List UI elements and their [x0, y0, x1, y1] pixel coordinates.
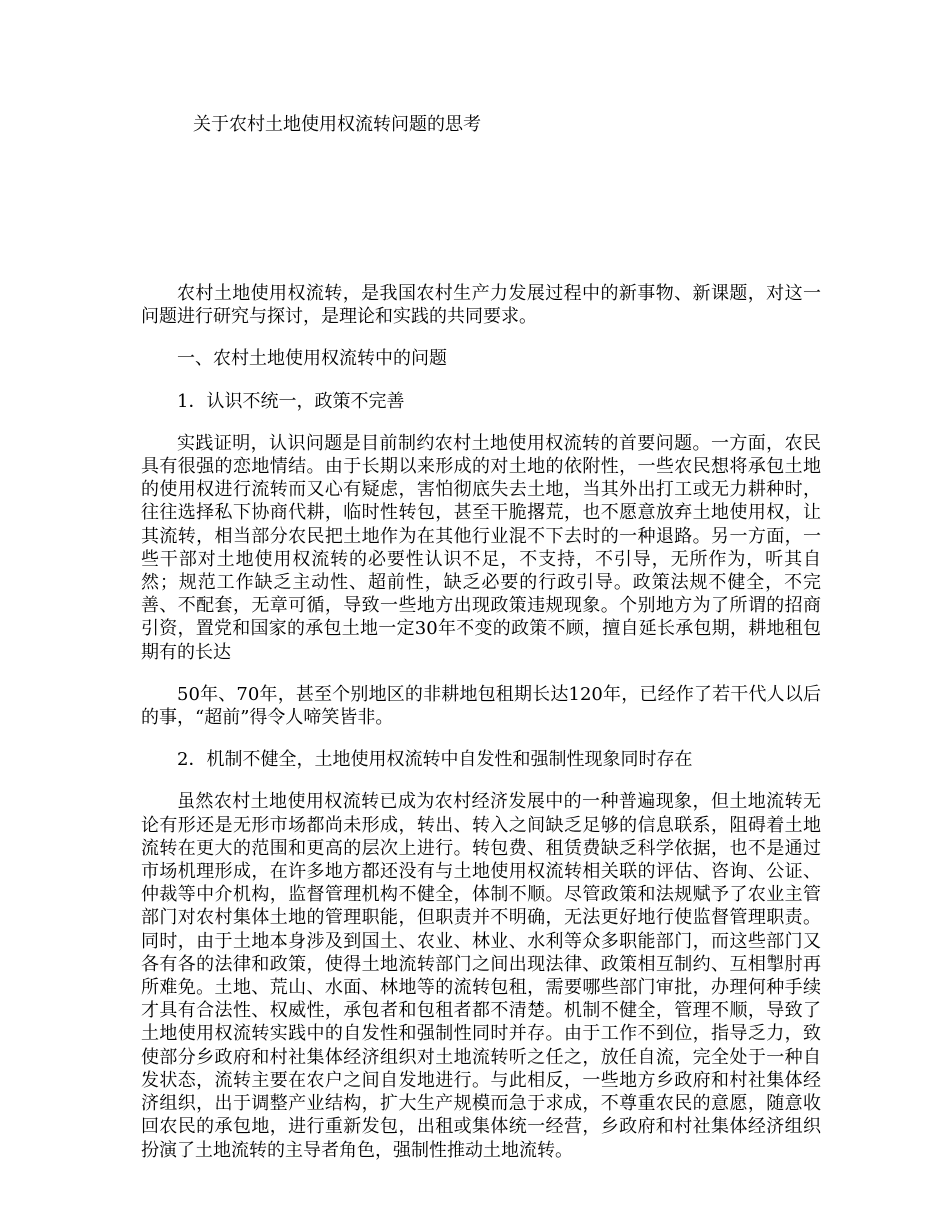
subsection-1-paragraph-1: 实践证明，认识问题是目前制约农村土地使用权流转的首要问题。一方面，农民具有很强的恋地情结。由于长期以来形成的对土地的依附性，一些农民想将承包土地的使用权进行流转而又心有疑虑，害怕彻底失去土地，当其外出打工或无力耕种时，往往选择私下协商代耕，临时性转包，甚至干脆撂荒，也不愿意放弃土地使用权，让其流转，相当部分农民把土地作为在其他行业混不下去时的一种退路。另一方面，一些干部对土地使用权流转的必要性认识不足，不支持，不引导，无所作为，听其自然；规范工作缺乏主动性、超前性，缺乏必要的行政引导。政策法规不健全，不完善、不配套，无章可循，导致一些地方出现政策违规现象。个别地方为了所谓的招商引资，置党和国家的承包土地一定30年不变的政策不顾，擅自延长承包期，耕地租包期有的长达: [141, 432, 821, 663]
intro-paragraph: 农村土地使用权流转，是我国农村生产力发展过程中的新事物、新课题，对这一问题进行研究与探讨，是理论和实践的共同要求。: [141, 283, 821, 328]
subsection-heading-2: 2．机制不健全，土地使用权流转中自发性和强制性现象同时存在: [177, 749, 693, 771]
document-body: [141, 282, 821, 1181]
subsection-2-paragraph-1: 虽然农村土地使用权流转已成为农村经济发展中的一种普遍现象，但土地流转无论有形还是无形市场都尚未形成，转出、转入之间缺乏足够的信息联系，阻碍着土地流转在更大的范围和更高的层次上进行。转包费、租赁费缺乏科学依据，也不是通过市场机理形成，在许多地方都还没有与土地使用权流转相关联的评估、咨询、公证、仲裁等中介机构，监督管理机构不健全，体制不顺。尽管政策和法规赋予了农业主管部门对农村集体土地的管理职能，但职责并不明确，无法更好地行使监督管理职责。同时，由于土地本身涉及到国土、农业、林业、水利等众多职能部门，而这些部门又各有各的法律和政策，使得土地流转部门之间出现法律、政策相互制约、互相掣肘再所难免。土地、荒山、水面、林地等的流转包租，需要哪些部门审批，办理何种手续才具有合法性、权威性，承包者和包租者都不清楚。机制不健全，管理不顺，导致了土地使用权流转实践中的自发性和强制性同时并存。由于工作不到位，指导乏力，致使部分乡政府和村社集体经济组织对土地流转听之任之，放任自流，完全处于一种自发状态，流转主要在农户之间自发地进行。与此相反，一些地方乡政府和村社集体经济组织，出于调整产业结构，扩大生产规模而急于求成，不尊重农民的意愿，随意收回农民的承包地，进行重新发包，出租或集体统一经营，乡政府和村社集体经济组织扮演了土地流转的主导者角色，强制性推动土地流转。: [141, 791, 821, 1161]
document-title: 关于农村土地使用权流转问题的思考: [193, 114, 481, 135]
subsection-1-paragraph-2: 50年、70年，甚至个别地区的非耕地包租期长达120年，已经作了若干代人以后的事，“超前”得令人啼笑皆非。: [141, 683, 821, 729]
section-heading-problems: 一、农村土地使用权流转中的问题: [177, 348, 447, 370]
subsection-heading-1: 1．认识不统一，政策不完善: [177, 390, 405, 412]
